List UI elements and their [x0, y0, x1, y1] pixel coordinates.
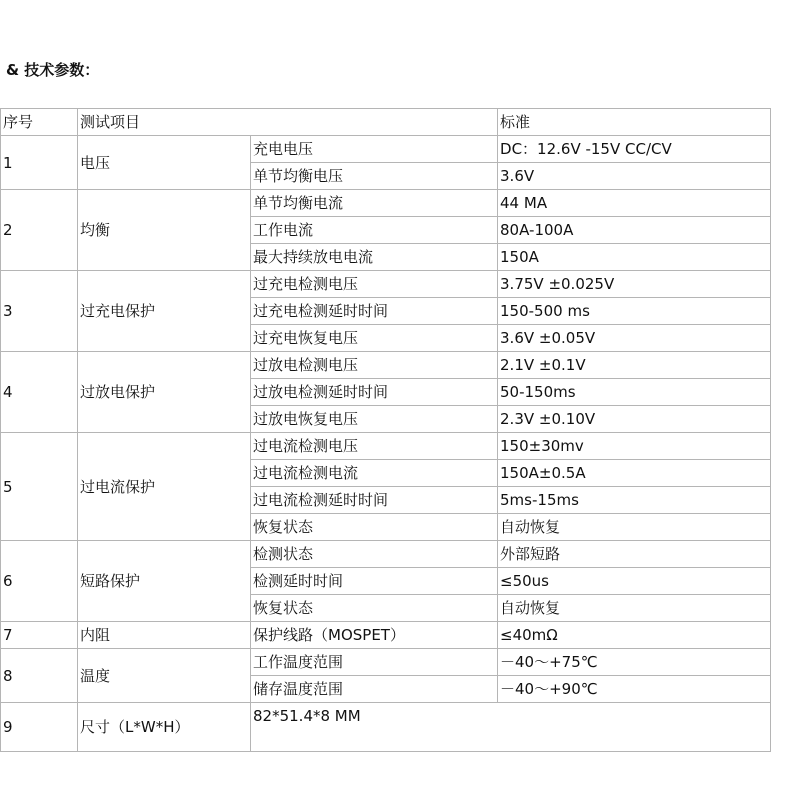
group-name: 均衡 — [78, 190, 251, 271]
param-value: 自动恢复 — [498, 514, 771, 541]
group-name: 过电流保护 — [78, 433, 251, 541]
header-item: 测试项目 — [78, 109, 498, 136]
size-value: 82*51.4*8 MM — [251, 703, 771, 752]
param-value: 2.1V ±0.1V — [498, 352, 771, 379]
param-name: 充电电压 — [251, 136, 498, 163]
param-value: 3.6V — [498, 163, 771, 190]
param-name: 过电流检测电流 — [251, 460, 498, 487]
group-name: 短路保护 — [78, 541, 251, 622]
param-name: 过充电检测延时时间 — [251, 298, 498, 325]
param-value: －40～+90℃ — [498, 676, 771, 703]
group-number: 1 — [1, 136, 78, 190]
group-name: 内阻 — [78, 622, 251, 649]
group-number: 2 — [1, 190, 78, 271]
group-name: 温度 — [78, 649, 251, 703]
param-name: 过放电检测延时时间 — [251, 379, 498, 406]
param-value: 150A — [498, 244, 771, 271]
param-name: 过充电检测电压 — [251, 271, 498, 298]
param-value: 3.75V ±0.025V — [498, 271, 771, 298]
group-number: 3 — [1, 271, 78, 352]
param-value: DC：12.6V -15V CC/CV — [498, 136, 771, 163]
header-no: 序号 — [1, 109, 78, 136]
param-value: －40～+75℃ — [498, 649, 771, 676]
spec-table — [0, 108, 771, 752]
param-value: 150±30mv — [498, 433, 771, 460]
group-name: 过放电保护 — [78, 352, 251, 433]
group-number: 7 — [1, 622, 78, 649]
param-value: 150-500 ms — [498, 298, 771, 325]
group-name: 过充电保护 — [78, 271, 251, 352]
param-value: 150A±0.5A — [498, 460, 771, 487]
group-name: 电压 — [78, 136, 251, 190]
param-value: 3.6V ±0.05V — [498, 325, 771, 352]
table-row — [1, 649, 771, 676]
group-number: 5 — [1, 433, 78, 541]
param-value: ≤50us — [498, 568, 771, 595]
table-row — [1, 271, 771, 298]
param-value: 50-150ms — [498, 379, 771, 406]
param-value: 80A-100A — [498, 217, 771, 244]
param-name: 检测状态 — [251, 541, 498, 568]
param-value: 外部短路 — [498, 541, 771, 568]
param-name: 检测延时时间 — [251, 568, 498, 595]
param-value: ≤40mΩ — [498, 622, 771, 649]
param-name: 恢复状态 — [251, 595, 498, 622]
table-row — [1, 190, 771, 217]
header-standard: 标准 — [498, 109, 771, 136]
param-name: 过充电恢复电压 — [251, 325, 498, 352]
table-row — [1, 622, 771, 649]
param-name: 单节均衡电流 — [251, 190, 498, 217]
param-value: 44 MA — [498, 190, 771, 217]
param-name: 单节均衡电压 — [251, 163, 498, 190]
group-number: 8 — [1, 649, 78, 703]
group-number: 9 — [1, 703, 78, 752]
table-row — [1, 433, 771, 460]
table-row — [1, 541, 771, 568]
param-name: 储存温度范围 — [251, 676, 498, 703]
param-name: 最大持续放电电流 — [251, 244, 498, 271]
param-name: 保护线路（MOSPET） — [251, 622, 498, 649]
table-row — [1, 136, 771, 163]
param-value: 5ms-15ms — [498, 487, 771, 514]
param-name: 过放电恢复电压 — [251, 406, 498, 433]
param-name: 过电流检测延时时间 — [251, 487, 498, 514]
param-value: 2.3V ±0.10V — [498, 406, 771, 433]
group-number: 6 — [1, 541, 78, 622]
table-row — [1, 352, 771, 379]
param-name: 过电流检测电压 — [251, 433, 498, 460]
group-name: 尺寸（L*W*H） — [78, 703, 251, 752]
param-name: 过放电检测电压 — [251, 352, 498, 379]
header-row — [1, 109, 771, 136]
param-name: 工作温度范围 — [251, 649, 498, 676]
section-heading: & 技术参数： — [6, 61, 100, 79]
param-name: 工作电流 — [251, 217, 498, 244]
group-number: 4 — [1, 352, 78, 433]
param-value: 自动恢复 — [498, 595, 771, 622]
size-row — [1, 703, 771, 752]
param-name: 恢复状态 — [251, 514, 498, 541]
